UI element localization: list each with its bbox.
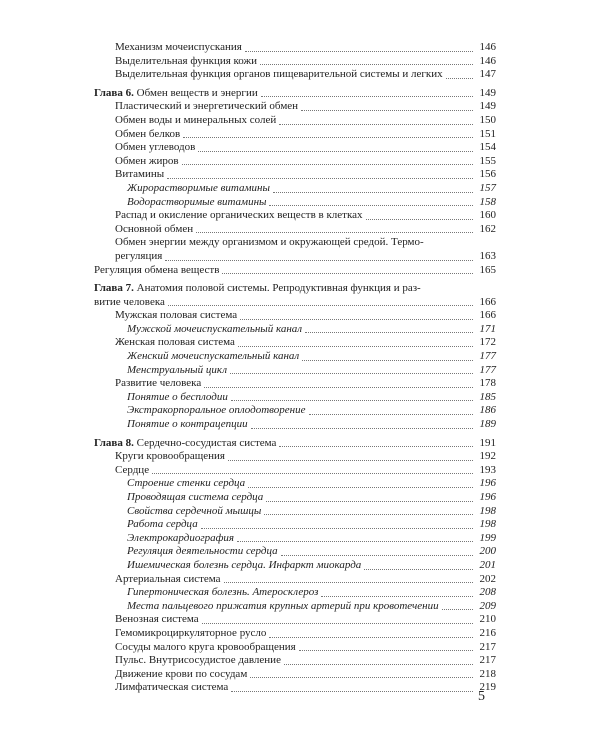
toc-entry <box>94 491 496 505</box>
toc-entry-title <box>115 627 266 641</box>
chapter-number: Глава 7. <box>94 282 134 295</box>
toc-page-number: 196 <box>479 477 496 490</box>
toc-entry <box>94 613 496 627</box>
toc-page-number: 163 <box>479 249 496 262</box>
toc-entry-title <box>115 68 443 82</box>
dot-leader <box>167 178 473 179</box>
dot-leader <box>240 319 473 320</box>
toc-entry-title-text: Развитие человека <box>115 377 202 390</box>
toc-page-number: 151 <box>479 127 496 140</box>
toc-entry <box>94 68 496 82</box>
toc-entry <box>94 168 496 182</box>
toc-entry <box>94 128 496 142</box>
toc-entry-title-text: Обмен воды и минеральных солей <box>115 113 277 126</box>
toc-entry-title-text: Движение крови по сосудам <box>115 667 248 680</box>
toc-entry-title-text: Женский мочеиспускательный канал <box>127 350 300 363</box>
toc-page-number: 150 <box>479 113 496 126</box>
toc-entry-title <box>127 323 302 337</box>
toc-page-number: 178 <box>479 377 496 390</box>
toc-entry <box>94 236 496 263</box>
toc-page-number: 166 <box>479 295 496 308</box>
toc-entry-title <box>115 309 237 323</box>
toc-entry-title-text: Электрокардиография <box>127 531 235 544</box>
toc-entry-title <box>115 100 298 114</box>
toc-chapter-entry <box>94 87 496 101</box>
toc-entry-title <box>127 418 248 432</box>
toc-entry-title-text: Пульс. Внутрисосудистое давление <box>115 654 281 667</box>
toc-page-number: 198 <box>479 518 496 531</box>
toc-entry-title <box>115 41 242 55</box>
toc-page-number: 146 <box>479 41 496 53</box>
dot-leader <box>230 373 473 374</box>
toc-entry-title-text: Женская половая система <box>115 336 235 349</box>
toc-page-number: 172 <box>479 336 496 349</box>
table-of-contents <box>94 41 496 695</box>
toc-entry-title <box>115 336 235 350</box>
toc-page-number: 199 <box>479 531 496 544</box>
dot-leader <box>302 360 473 361</box>
toc-entry-continuation: регуляция <box>115 249 163 262</box>
toc-entry-title-text: Места пальцевого прижатия крупных артерий при кровотечении <box>127 599 439 612</box>
toc-entry-title-text: Сосуды малого круга кровообращения <box>115 640 296 653</box>
toc-entry <box>94 55 496 69</box>
toc-entry <box>94 209 496 223</box>
toc-entry <box>94 559 496 573</box>
dot-leader <box>250 677 473 678</box>
dot-leader <box>273 192 473 193</box>
toc-entry <box>94 586 496 600</box>
toc-entry <box>94 364 496 378</box>
dot-leader <box>224 582 473 583</box>
toc-page-number: 147 <box>479 68 496 81</box>
toc-chapter-entry <box>94 437 496 451</box>
toc-entry-title-text: Работа сердца <box>127 518 198 531</box>
dot-leader <box>228 460 473 461</box>
dot-leader <box>251 428 473 429</box>
toc-entry-title <box>115 681 228 695</box>
page-number: 5 <box>478 689 485 704</box>
toc-entry <box>94 477 496 491</box>
toc-entry-title-text: Менструальный цикл <box>127 363 228 376</box>
dot-leader <box>364 569 473 570</box>
toc-page-number: 209 <box>479 599 496 612</box>
toc-page-number: 192 <box>479 450 496 463</box>
dot-leader <box>269 637 473 638</box>
toc-entry-title-text: Выделительная функция кожи <box>115 54 258 67</box>
toc-page-number: 198 <box>479 504 496 517</box>
toc-entry <box>94 654 496 668</box>
chapter-number: Глава 6. <box>94 86 134 99</box>
toc-entry <box>94 41 496 55</box>
toc-page-number: 177 <box>479 350 496 363</box>
toc-page-number: 158 <box>479 195 496 208</box>
toc-entry-title-text: Регуляция обмена веществ <box>94 263 220 276</box>
dot-leader <box>279 446 473 447</box>
toc-entry-title-text: Механизм мочеиспускания <box>115 41 242 53</box>
dot-leader <box>261 96 473 97</box>
toc-page-number: 193 <box>479 463 496 476</box>
toc-entry-title-text: Гипертоническая болезнь. Атеросклероз <box>127 586 319 599</box>
toc-entry-title <box>127 350 299 364</box>
toc-entry-title-text: Венозная система <box>115 613 199 626</box>
toc-entry-continuation: витие человека <box>94 295 165 308</box>
toc-entry-title <box>115 377 201 391</box>
toc-page-number: 165 <box>479 263 496 276</box>
toc-page-number: 149 <box>479 86 496 99</box>
toc-page-number: 160 <box>479 209 496 222</box>
toc-entry-title <box>115 236 496 250</box>
toc-page-number: 217 <box>479 640 496 653</box>
toc-entry-title-text: Обмен белков <box>115 127 181 140</box>
toc-entry-title-text: Жирорастворимые витамины <box>127 181 270 194</box>
toc-entry-title <box>115 209 363 223</box>
dot-leader <box>201 528 473 529</box>
toc-entry-title-text: Мужской мочеиспускательный канал <box>127 322 303 335</box>
toc-entry <box>94 668 496 682</box>
toc-page-number: 218 <box>479 667 496 680</box>
dot-leader <box>202 623 473 624</box>
toc-entry-title <box>115 155 179 169</box>
toc-entry <box>94 196 496 210</box>
toc-entry <box>94 404 496 418</box>
dot-leader <box>168 305 473 306</box>
dot-leader <box>238 346 473 347</box>
toc-entry-title-text: Лимфатическая система <box>115 681 229 694</box>
toc-entry-title <box>127 532 234 546</box>
toc-entry-title <box>127 491 263 505</box>
toc-entry-title <box>127 586 318 600</box>
toc-page-number: 166 <box>479 309 496 322</box>
toc-page-number: 186 <box>479 404 496 417</box>
toc-page-number: 202 <box>479 572 496 585</box>
dot-leader <box>165 260 473 261</box>
dot-leader <box>269 205 473 206</box>
toc-entry <box>94 391 496 405</box>
dot-leader <box>264 514 473 515</box>
toc-entry-title-text: Экстракорпоральное оплодотворение <box>127 404 306 417</box>
toc-entry <box>94 450 496 464</box>
toc-entry-title <box>115 464 149 478</box>
toc-entry-title <box>115 450 225 464</box>
toc-entry-title <box>115 114 276 128</box>
toc-entry-title-text: Основной обмен <box>115 222 194 235</box>
toc-entry-title-text: Ишемическая болезнь сердца. Инфаркт миокарда <box>127 558 362 571</box>
toc-page-number: 171 <box>479 322 496 335</box>
toc-entry-title <box>115 573 221 587</box>
toc-page-number: 185 <box>479 390 496 403</box>
dot-leader <box>231 400 473 401</box>
toc-entry-title-text: Круги кровообращения <box>115 450 225 463</box>
dot-leader <box>152 473 473 474</box>
toc-chapter-entry <box>94 282 496 309</box>
dot-leader <box>204 387 473 388</box>
toc-entry-title <box>127 518 198 532</box>
toc-entry-title <box>127 364 227 378</box>
dot-leader <box>281 555 473 556</box>
toc-entry <box>94 418 496 432</box>
toc-entry-title-text: Свойства сердечной мышцы <box>127 504 262 517</box>
toc-entry-title <box>127 600 439 614</box>
chapter-number: Глава 8. <box>94 436 134 449</box>
toc-entry <box>94 141 496 155</box>
toc-entry-title-text: Обмен жиров <box>115 154 179 167</box>
toc-page-number: 149 <box>479 100 496 113</box>
toc-entry-title-text: Сердце <box>115 463 150 476</box>
dot-leader <box>299 650 473 651</box>
toc-entry-title <box>127 404 306 418</box>
toc-page-number: 156 <box>479 168 496 181</box>
toc-entry <box>94 518 496 532</box>
dot-leader <box>196 232 473 233</box>
toc-page-number: 177 <box>479 363 496 376</box>
toc-page-number: 162 <box>479 222 496 235</box>
dot-leader <box>237 541 473 542</box>
dot-leader <box>284 664 473 665</box>
toc-entry <box>94 600 496 614</box>
toc-entry-title-text: Строение стенки сердца <box>127 477 246 490</box>
toc-entry-title-text: Распад и окисление органических веществ в клетках <box>115 209 363 222</box>
toc-entry-title-text: Обмен энергии между организмом и окружающей средой. Термо- <box>115 236 424 249</box>
dot-leader <box>183 137 473 138</box>
toc-entry-title <box>115 654 281 668</box>
toc-entry-title <box>94 87 258 101</box>
toc-entry-title-text: Выделительная функция органов пищеварительной системы и легких <box>115 68 443 81</box>
toc-entry <box>94 681 496 695</box>
toc-entry-title-text: Водорастворимые витамины <box>127 195 267 208</box>
dot-leader <box>260 64 473 65</box>
toc-page-number: 146 <box>479 54 496 67</box>
dot-leader <box>231 691 473 692</box>
toc-entry-title-text: Анатомия половой системы. Репродуктивная функция и раз- <box>136 282 421 295</box>
toc-page-number: 200 <box>479 545 496 558</box>
toc-entry <box>94 336 496 350</box>
toc-entry <box>94 532 496 546</box>
toc-entry-title <box>127 505 261 519</box>
toc-entry <box>94 350 496 364</box>
toc-entry-title <box>115 641 296 655</box>
dot-leader <box>301 110 473 111</box>
toc-page-number: 191 <box>479 436 496 449</box>
toc-entry-title <box>127 559 361 573</box>
toc-entry-title <box>94 282 496 296</box>
toc-entry-title <box>115 55 257 69</box>
toc-entry <box>94 114 496 128</box>
dot-leader <box>321 596 473 597</box>
toc-page-number: 154 <box>479 141 496 154</box>
toc-entry <box>94 100 496 114</box>
toc-entry <box>94 155 496 169</box>
toc-page-number: 196 <box>479 491 496 503</box>
toc-entry-title-text: Обмен углеводов <box>115 141 196 154</box>
toc-page-number: 210 <box>479 613 496 626</box>
dot-leader <box>198 151 473 152</box>
toc-page-number: 216 <box>479 626 496 639</box>
toc-page-number: 157 <box>479 181 496 194</box>
dot-leader <box>182 164 473 165</box>
toc-entry <box>94 505 496 519</box>
toc-entry-title <box>127 545 278 559</box>
dot-leader <box>222 273 473 274</box>
toc-entry-title-text: Регуляция деятельности сердца <box>127 545 278 558</box>
toc-page-number: 219 <box>479 681 496 694</box>
toc-entry-title <box>127 477 245 491</box>
toc-entry <box>94 264 496 278</box>
toc-entry-title-text: Витамины <box>115 168 165 181</box>
toc-entry <box>94 223 496 237</box>
toc-entry-title <box>94 264 219 278</box>
toc-entry <box>94 464 496 478</box>
toc-entry <box>94 641 496 655</box>
dot-leader <box>305 332 473 333</box>
dot-leader <box>248 487 473 488</box>
toc-entry-title-text: Обмен веществ и энергии <box>136 86 258 99</box>
toc-entry-title-text: Артериальная система <box>115 572 221 585</box>
toc-page-number: 217 <box>479 654 496 667</box>
toc-entry-title-text: Сердечно-сосудистая система <box>136 436 277 449</box>
toc-entry-title <box>115 223 193 237</box>
toc-entry-title <box>115 613 199 627</box>
dot-leader <box>266 501 473 502</box>
toc-entry-title-text: Понятие о бесплодии <box>127 390 228 403</box>
dot-leader <box>366 219 473 220</box>
toc-entry-title-text: Мужская половая система <box>115 309 238 322</box>
toc-entry-title <box>115 668 247 682</box>
toc-page-number: 208 <box>479 586 496 599</box>
toc-entry <box>94 323 496 337</box>
dot-leader <box>245 51 473 52</box>
toc-entry <box>94 182 496 196</box>
toc-page-number: 189 <box>479 418 496 431</box>
toc-entry-title-text: Пластический и энергетический обмен <box>115 100 299 113</box>
toc-entry <box>94 545 496 559</box>
toc-entry-title-text: Понятие о контрацепции <box>127 418 248 431</box>
toc-entry-title <box>127 391 228 405</box>
toc-entry-title <box>94 437 276 451</box>
toc-entry-title <box>115 168 164 182</box>
toc-entry-title-text: Проводящая система сердца <box>127 491 264 503</box>
dot-leader <box>279 124 473 125</box>
dot-leader <box>309 414 473 415</box>
toc-entry-title-text: Гемомикроциркуляторное русло <box>115 626 267 639</box>
toc-entry <box>94 309 496 323</box>
toc-entry-title <box>115 141 195 155</box>
toc-entry <box>94 377 496 391</box>
dot-leader <box>442 609 473 610</box>
toc-page-number: 201 <box>479 558 496 571</box>
toc-entry-title <box>127 196 266 210</box>
toc-entry-title <box>127 182 270 196</box>
toc-entry <box>94 573 496 587</box>
toc-entry-title <box>115 128 180 142</box>
dot-leader <box>446 78 473 79</box>
toc-entry <box>94 627 496 641</box>
toc-page-number: 155 <box>479 154 496 167</box>
